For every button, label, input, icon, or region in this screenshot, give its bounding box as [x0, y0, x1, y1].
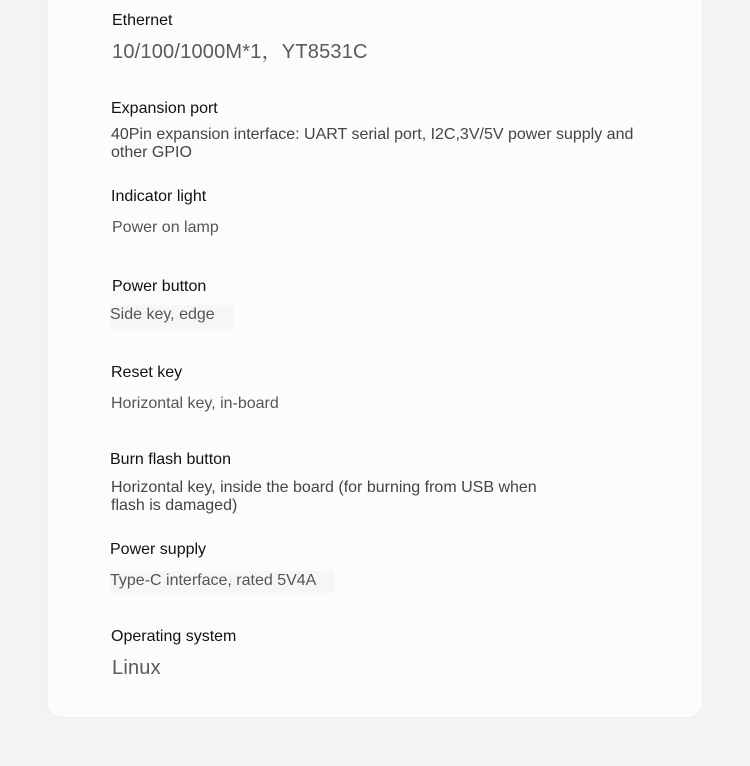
spec-value: Linux: [112, 657, 161, 679]
spec-burn-flash-button: [110, 450, 570, 515]
spec-label: Burn flash button: [110, 451, 231, 468]
spec-operating-system: [111, 627, 671, 680]
spec-value: 40Pin expansion interface: UART serial port, I2C,3V/5V power supply and other GPIO: [111, 126, 634, 161]
spec-reset-key: [111, 363, 671, 414]
spec-power-button: [110, 277, 670, 329]
spec-value: Horizontal key, inside the board (for burning from USB when flash is damaged): [111, 479, 537, 514]
spec-power-supply: [110, 540, 670, 593]
spec-indicator-light: [111, 187, 671, 238]
spec-ethernet: [112, 11, 672, 64]
spec-value: 10/100/1000M*1，YT8531C: [112, 41, 368, 63]
spec-label: Ethernet: [112, 12, 173, 29]
spec-value: Power on lamp: [112, 219, 219, 236]
spec-value: Type-C interface, rated 5V4A: [110, 571, 334, 593]
spec-label: Reset key: [111, 364, 183, 381]
spec-value: Horizontal key, in-board: [111, 395, 279, 412]
spec-label: Power button: [112, 278, 207, 295]
spec-label: Operating system: [111, 628, 237, 645]
spec-expansion-port: [111, 99, 671, 162]
spec-label: Indicator light: [111, 188, 207, 205]
spec-value: Side key, edge: [110, 305, 233, 329]
spec-label: Power supply: [110, 541, 207, 558]
spec-label: Expansion port: [111, 100, 218, 117]
